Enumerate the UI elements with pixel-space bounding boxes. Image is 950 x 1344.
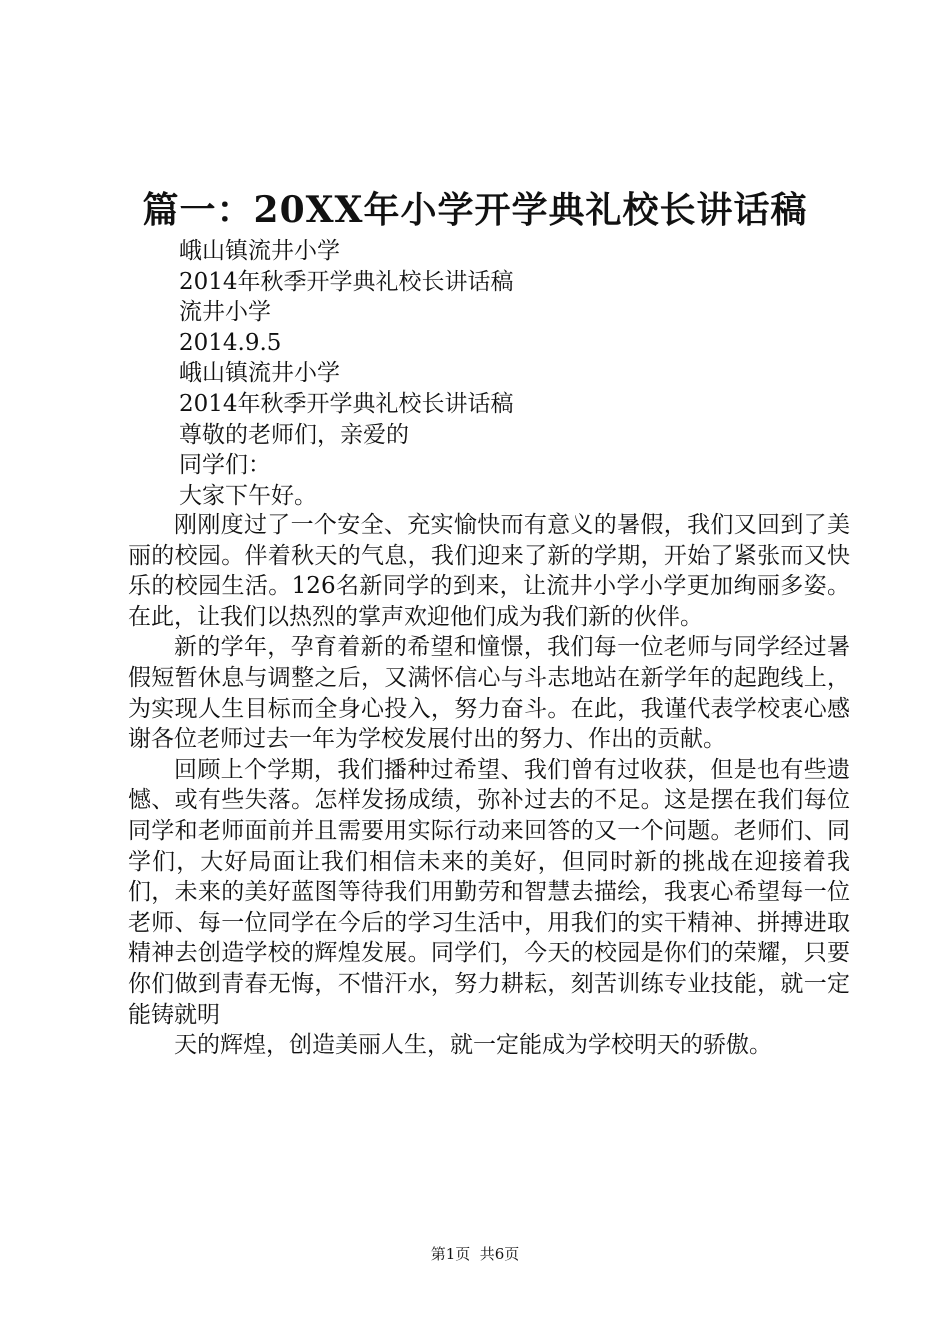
body-paragraph-2: 新的学年，孕育着新的希望和憧憬，我们每一位老师与同学经过暑假短暂休息与调整之后，又满怀信心与斗志地站在新学年的起跑线上，为实现人生目标而全身心投入，努力奋斗。在此，我谨代表学校衷心感谢各位老师过去一年为学校发展付出的努力、作出的贡献。 — [128, 634, 850, 753]
body-paragraph-3: 回顾上个学期，我们播种过希望、我们曾有过收获，但是也有些遗憾、或有些失落。怎样发扬成绩，弥补过去的不足。这是摆在我们每位同学和老师面前并且需要用实际行动来回答的又一个问题。老师们、同学们，大好局面让我们相信未来的美好，但同时新的挑战在迎接着我们，未来的美好蓝图等待我们用勤劳和智慧去描绘，我衷心希望每一位老师、每一位同学在今后的学习生活中，用我们的实干精神、拼搏进取精神去创造学校的辉煌发展。同学们，今天的校园是你们的荣耀，只要你们做到青春无悔，不惜汗水，努力耕耘，刻苦训练专业技能，就一定能铸就明 — [128, 756, 850, 1028]
document-body — [128, 510, 850, 1061]
salutation-line-2: 同学们： — [179, 452, 271, 479]
header-line-speech-title: 2014年秋季开学典礼校长讲话稿 — [179, 268, 514, 295]
greeting-line: 大家下午好。 — [179, 482, 317, 509]
header-line-school: 峨山镇流井小学 — [179, 238, 340, 264]
header-line-date: 2014.9.5 — [179, 329, 282, 356]
header-line-speech-title-repeat: 2014年秋季开学典礼校长讲话稿 — [179, 390, 514, 417]
salutation-line-1: 尊敬的老师们，亲爱的 — [179, 421, 409, 448]
header-line-author: 流井小学 — [179, 299, 271, 326]
page-number-label: 第1页 共6页 — [430, 1245, 520, 1263]
header-line-school-repeat: 峨山镇流井小学 — [179, 360, 340, 387]
document-title: 篇一：20XX年小学开学典礼校长讲话稿 — [142, 189, 808, 231]
document-header-block — [179, 236, 839, 511]
body-paragraph-4: 天的辉煌，创造美丽人生，就一定能成为学校明天的骄傲。 — [174, 1032, 772, 1059]
page-footer — [0, 1244, 950, 1264]
body-paragraph-1: 刚刚度过了一个安全、充实愉快而有意义的暑假，我们又回到了美丽的校园。伴着秋天的气息，我们迎来了新的学期，开始了紧张而又快乐的校园生活。126名新同学的到来，让流井小学小学更加绚丽多姿。在此，让我们以热烈的掌声欢迎他们成为我们新的伙伴。 — [128, 512, 850, 630]
